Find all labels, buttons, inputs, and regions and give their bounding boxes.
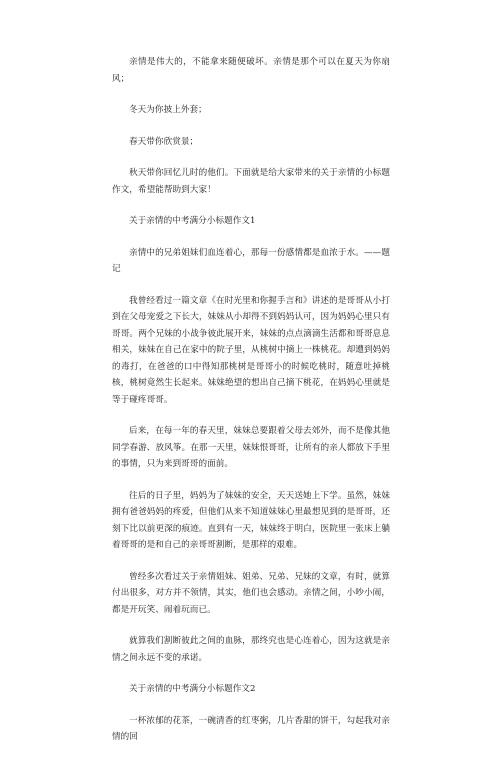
- paragraph-1: 亲情是伟大的，不能拿来随便破坏。亲情是那个可以在夏天为你扇风；: [112, 57, 390, 84]
- epigraph: 亲情中的兄弟姐妹们血连着心，那每一份感情都是血浓于水。——题记: [112, 247, 390, 274]
- section-heading-1: 关于亲情的中考满分小标题作文1: [129, 216, 256, 226]
- paragraph-10: 一杯浓郁的花茶，一碗清香的红枣粥，几片香甜的饼干，勾起我对亲情的回: [112, 715, 390, 742]
- paragraph-4: 秋天带你回忆儿时的他们。下面就是给大家带来的关于亲情的小标题作文，希望能帮助到大家！: [112, 168, 390, 195]
- paragraph-9: 就算我们割断彼此之间的血脉，那终究也是心连着心，因为这就是亲情之间永远不变的承诺。: [112, 636, 390, 663]
- paragraph-3: 春天带你欣赏景；: [129, 136, 199, 147]
- paragraph-5: 我曾经看过一篇文章《在时光里和你握手言和》讲述的是哥哥从小打到在父母宠爱之下长大，妹妹从小却得不到妈妈认可，因为妈妈心里只有哥哥。两个兄妹的小战争彼此展开来，妹妹的点点滴滴生活都和哥哥息息相关，妹妹在自己在家中的院子里，从桃树中摘上一株桃花。却遭到妈妈的毒打，在爸爸的口中得知那桃树是哥哥小的时候吃桃时，随意吐掉桃核，桃树竟然生长起来。妹妹绝望的想出自己摘下桃花，在妈妈心里就是等于碰疼哥哥。: [112, 295, 390, 405]
- document-body: [112, 54, 390, 761]
- paragraph-8: 曾经多次看过关于亲情姐妹、姐弟、兄弟、兄妹的文章，有时，就算付出很多，对方并不领情，其实，他们也会感动。亲情之间，小吵小闹，都是开玩笑、闹着玩而已。: [112, 571, 390, 615]
- paragraph-6: 后来，在每一年的春天里，妹妹总要跟着父母去郊外，而不是像其他同学春游、放风筝。在那一天里，妹妹恨哥哥，让所有的亲人都放下手里的事情，只为来到哥哥的面前。: [112, 426, 390, 469]
- paragraph-2: 冬天为你披上外套；: [129, 105, 207, 115]
- section-heading-2: 关于亲情的中考满分小标题作文2: [129, 684, 256, 694]
- paragraph-7: 往后的日子里，妈妈为了妹妹的安全，天天送她上下学。虽然，妹妹拥有爸爸妈妈的疼爱，但他们从来不知道妹妹心里最想见到的是哥哥，还刻下比以前更深的痕迹。直到有一天，妹妹终于明白，医院里一张床上躺着哥哥的是和自己的亲哥哥割断，是那样的艰难。: [112, 490, 390, 550]
